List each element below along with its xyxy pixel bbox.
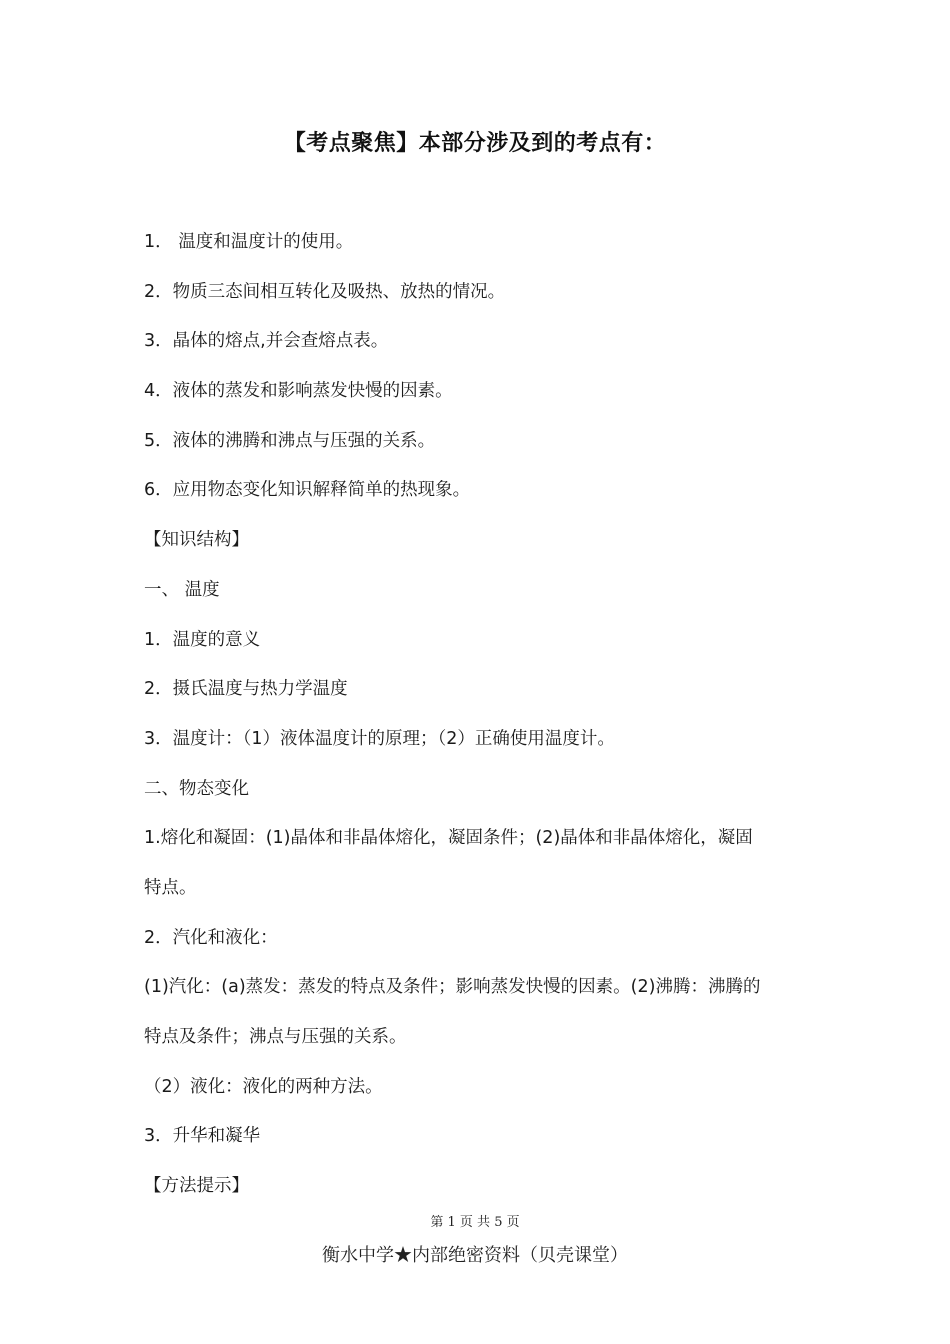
temperature-item-2: 2．摄氏温度与热力学温度 [144, 679, 348, 700]
state-change-item-3: 3．升华和凝华 [144, 1126, 261, 1147]
state-change-item-1-cont: 特点。 [144, 877, 197, 898]
page-number: 第 1 页 共 5 页 [430, 1215, 520, 1230]
section-heading-method-tips: 【方法提示】 [144, 1176, 249, 1197]
vaporization-detail-cont: 特点及条件；沸点与压强的关系。 [144, 1027, 407, 1047]
vaporization-detail: (1)汽化：(a)蒸发：蒸发的特点及条件；影响蒸发快慢的因素。(2)沸腾：沸腾的 [144, 977, 761, 998]
section-heading-knowledge-structure: 【知识结构】 [144, 530, 249, 551]
heading-state-change: 二、物态变化 [144, 778, 249, 799]
liquefaction-detail: （2）液化：液化的两种方法。 [144, 1076, 383, 1097]
state-change-item-2: 2．汽化和液化： [144, 927, 278, 948]
exam-point-5: 5．液体的沸腾和沸点与压强的关系。 [144, 430, 436, 451]
document-body [144, 222, 814, 1216]
exam-point-4: 4．液体的蒸发和影响蒸发快慢的因素。 [144, 381, 453, 402]
exam-point-6: 6．应用物态变化知识解释简单的热现象。 [144, 480, 471, 501]
exam-point-1: 1． 温度和温度计的使用。 [144, 232, 354, 252]
exam-point-3: 3．晶体的熔点,并会查熔点表。 [144, 331, 389, 352]
heading-temperature: 一、 温度 [144, 579, 220, 600]
temperature-item-3: 3．温度计：（1）液体温度计的原理；（2）正确使用温度计。 [144, 728, 615, 749]
page-title: 【考点聚焦】本部分涉及到的考点有： [283, 131, 667, 156]
footer-brand: 衡水中学★内部绝密资料（贝壳课堂） [322, 1245, 628, 1266]
exam-point-2: 2．物质三态间相互转化及吸热、放热的情况。 [144, 281, 506, 302]
temperature-item-1: 1．温度的意义 [144, 629, 261, 650]
state-change-item-1: 1.熔化和凝固：(1)晶体和非晶体熔化，凝固条件；(2)晶体和非晶体熔化，凝固 [144, 828, 753, 849]
